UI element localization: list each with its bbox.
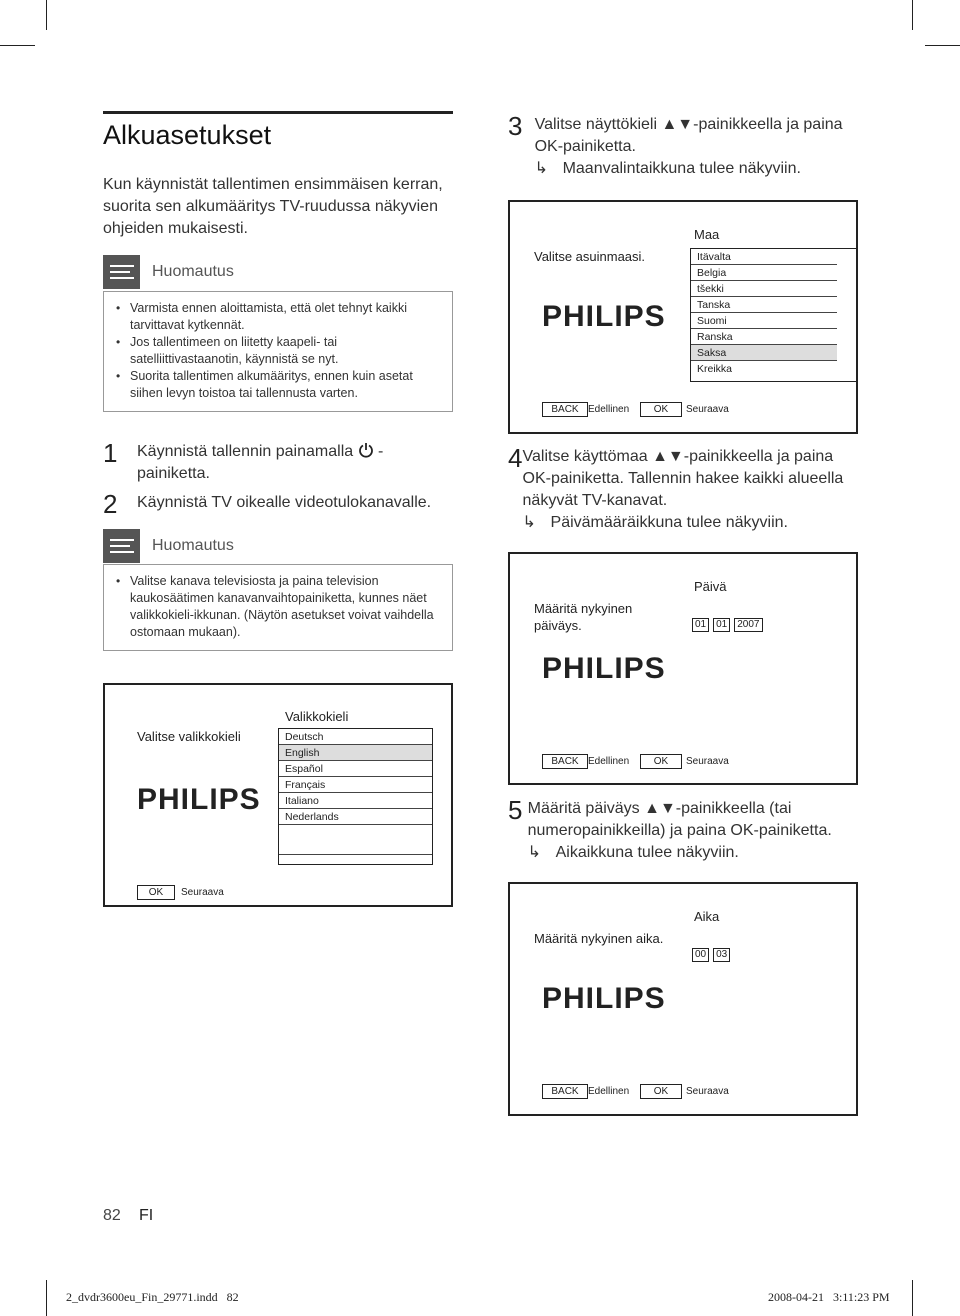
philips-logo: PHILIPS: [542, 982, 666, 1015]
prev-label: Edellinen: [588, 1086, 630, 1097]
step-number: 3: [508, 111, 523, 141]
crop-mark: [46, 0, 47, 30]
power-icon: [358, 442, 374, 458]
title-rule: [103, 111, 453, 114]
philips-logo: PHILIPS: [542, 300, 666, 333]
step-text: Käynnistä TV oikealle videotulokanavalle.: [137, 494, 432, 511]
list-item[interactable]: [279, 825, 432, 855]
crop-mark: [912, 1280, 913, 1316]
step-number: 1: [103, 438, 118, 468]
tv-screen-time: [508, 882, 858, 1116]
screen-prompt: Määritä nykyinen päiväys.: [534, 601, 633, 633]
step-result: Maanvalintaikkuna tulee näkyviin.: [562, 160, 801, 177]
list-item[interactable]: Français: [279, 777, 432, 793]
list-heading: Valikkokieli: [285, 709, 349, 724]
note-label: Huomautus: [152, 537, 234, 554]
list-item[interactable]: tšekki: [691, 281, 837, 297]
tv-screen-menu-language: [103, 683, 453, 907]
screen-prompt: Valitse valikkokieli: [137, 729, 241, 744]
ok-button[interactable]: OK: [640, 402, 682, 417]
note-box: [103, 291, 453, 412]
philips-logo: PHILIPS: [542, 652, 666, 685]
step-number: 5: [508, 795, 523, 825]
step-number: 2: [103, 489, 118, 519]
screen-prompt: Valitse asuinmaasi.: [534, 249, 646, 264]
list-item[interactable]: Español: [279, 761, 432, 777]
field-heading: Päivä: [694, 579, 727, 594]
note-item: • Suorita tallentimen alkumääritys, ennen kuin asetat siihen levyn toistoa tai tallennusta varten.: [116, 368, 442, 402]
up-down-keys-icon: ▲▼: [644, 800, 676, 817]
list-item[interactable]: Nederlands: [279, 809, 432, 825]
ok-button[interactable]: OK: [640, 1084, 682, 1099]
result-arrow-icon: ↳: [534, 160, 548, 177]
step-result: Päivämääräikkuna tulee näkyviin.: [550, 514, 788, 531]
list-item[interactable]: Itävalta: [691, 249, 837, 265]
date-fields: [692, 618, 763, 632]
tv-screen-country: [508, 200, 858, 434]
day-field[interactable]: 01: [692, 618, 709, 632]
country-list: [690, 248, 858, 382]
page-number: 82: [103, 1207, 121, 1224]
up-down-keys-icon: ▲▼: [661, 116, 694, 133]
list-item[interactable]: [279, 855, 432, 871]
tv-screen-date: [508, 552, 858, 785]
step-4: [508, 443, 858, 534]
list-item-selected[interactable]: English: [279, 745, 432, 761]
philips-logo: PHILIPS: [137, 783, 261, 816]
page-language: FI: [139, 1207, 154, 1224]
step-3: [508, 111, 858, 180]
step-2: [103, 489, 453, 519]
list-item[interactable]: Kreikka: [697, 363, 733, 375]
prev-label: Edellinen: [588, 404, 630, 415]
next-label: Seuraava: [181, 887, 224, 898]
date-slug: 2008-04-21 3:11:23 PM: [768, 1290, 890, 1304]
next-label: Seuraava: [686, 1086, 729, 1097]
crop-mark: [912, 0, 913, 30]
step-text: Määritä päiväys ▲▼-painikkeella (tai numeropainikkeilla) ja paina OK-painiketta. ↳ Aikaikkuna tulee näkyviin.: [528, 798, 858, 864]
back-button[interactable]: BACK: [542, 754, 588, 769]
hour-field[interactable]: 00: [692, 948, 709, 962]
month-field[interactable]: 01: [713, 618, 730, 632]
note-header: [103, 255, 234, 289]
next-label: Seuraava: [686, 756, 729, 767]
note-header: [103, 529, 234, 563]
crop-mark: [0, 45, 35, 46]
note-item: • Varmista ennen aloittamista, että olet tehnyt kaikki tarvittavat kytkennät.: [116, 300, 442, 334]
list-item-selected[interactable]: Saksa: [691, 345, 837, 361]
up-down-keys-icon: ▲▼: [652, 448, 684, 465]
note-item: • Jos tallentimeen on liitetty kaapeli- tai satelliittivastaanotin, käynnistä se nyt.: [116, 334, 442, 368]
next-label: Seuraava: [686, 404, 729, 415]
crop-mark: [46, 1280, 47, 1316]
list-item[interactable]: Belgia: [691, 265, 837, 281]
field-heading: Aika: [694, 909, 720, 924]
ok-button[interactable]: OK: [137, 885, 175, 900]
minute-field[interactable]: 03: [713, 948, 730, 962]
step-1: [103, 438, 453, 485]
step-text: Käynnistä tallennin painamalla -painiketta.: [137, 443, 384, 482]
step-text: Valitse käyttömaa ▲▼-painikkeella ja paina OK-painiketta. Tallennin hakee kaikki alueella näkyvät TV-kanavat. ↳ Päivämääräikkuna tulee näkyviin.: [523, 446, 858, 534]
prev-label: Edellinen: [588, 756, 630, 767]
intro-text: Kun käynnistät tallentimen ensimmäisen kerran, suorita sen alkumääritys TV-ruudussa näkyvien ohjeiden mukaisesti.: [103, 176, 443, 237]
back-button[interactable]: BACK: [542, 1084, 588, 1099]
list-item[interactable]: Tanska: [691, 297, 837, 313]
list-item[interactable]: Ranska: [691, 329, 837, 345]
note-icon: [103, 529, 140, 563]
time-fields: [692, 948, 730, 962]
list-item[interactable]: Suomi: [691, 313, 837, 329]
year-field[interactable]: 2007: [734, 618, 762, 632]
list-item[interactable]: Deutsch: [279, 729, 432, 745]
crop-mark: [925, 45, 960, 46]
list-item[interactable]: Italiano: [279, 793, 432, 809]
language-list: [278, 728, 433, 865]
note-label: Huomautus: [152, 263, 234, 280]
page-title: Alkuasetukset: [103, 120, 272, 150]
back-button[interactable]: BACK: [542, 402, 588, 417]
file-slug: 2_dvdr3600eu_Fin_29771.indd 82: [66, 1290, 239, 1304]
note-item: • Valitse kanava televisiosta ja paina television kaukosäätimen kanavanvaihtopainiketta, kunnes näet valikkokieli-ikkunan. (Näytön asetukset voivat vaihdella ostomaan mukaan).: [116, 573, 442, 641]
step-5: [508, 795, 858, 864]
list-heading: Maa: [694, 227, 720, 242]
ok-button[interactable]: OK: [640, 754, 682, 769]
note-box: [103, 564, 453, 651]
result-arrow-icon: ↳: [527, 844, 542, 861]
note-icon: [103, 255, 140, 289]
step-result: Aikaikkuna tulee näkyviin.: [555, 844, 739, 861]
result-arrow-icon: ↳: [522, 514, 536, 531]
step-number: 4: [508, 443, 523, 473]
screen-prompt: Määritä nykyinen aika.: [534, 931, 664, 946]
step-text: Valitse näyttökieli ▲▼-painikkeella ja paina OK-painiketta. ↳ Maanvalintaikkuna tulee näkyviin.: [535, 114, 858, 180]
